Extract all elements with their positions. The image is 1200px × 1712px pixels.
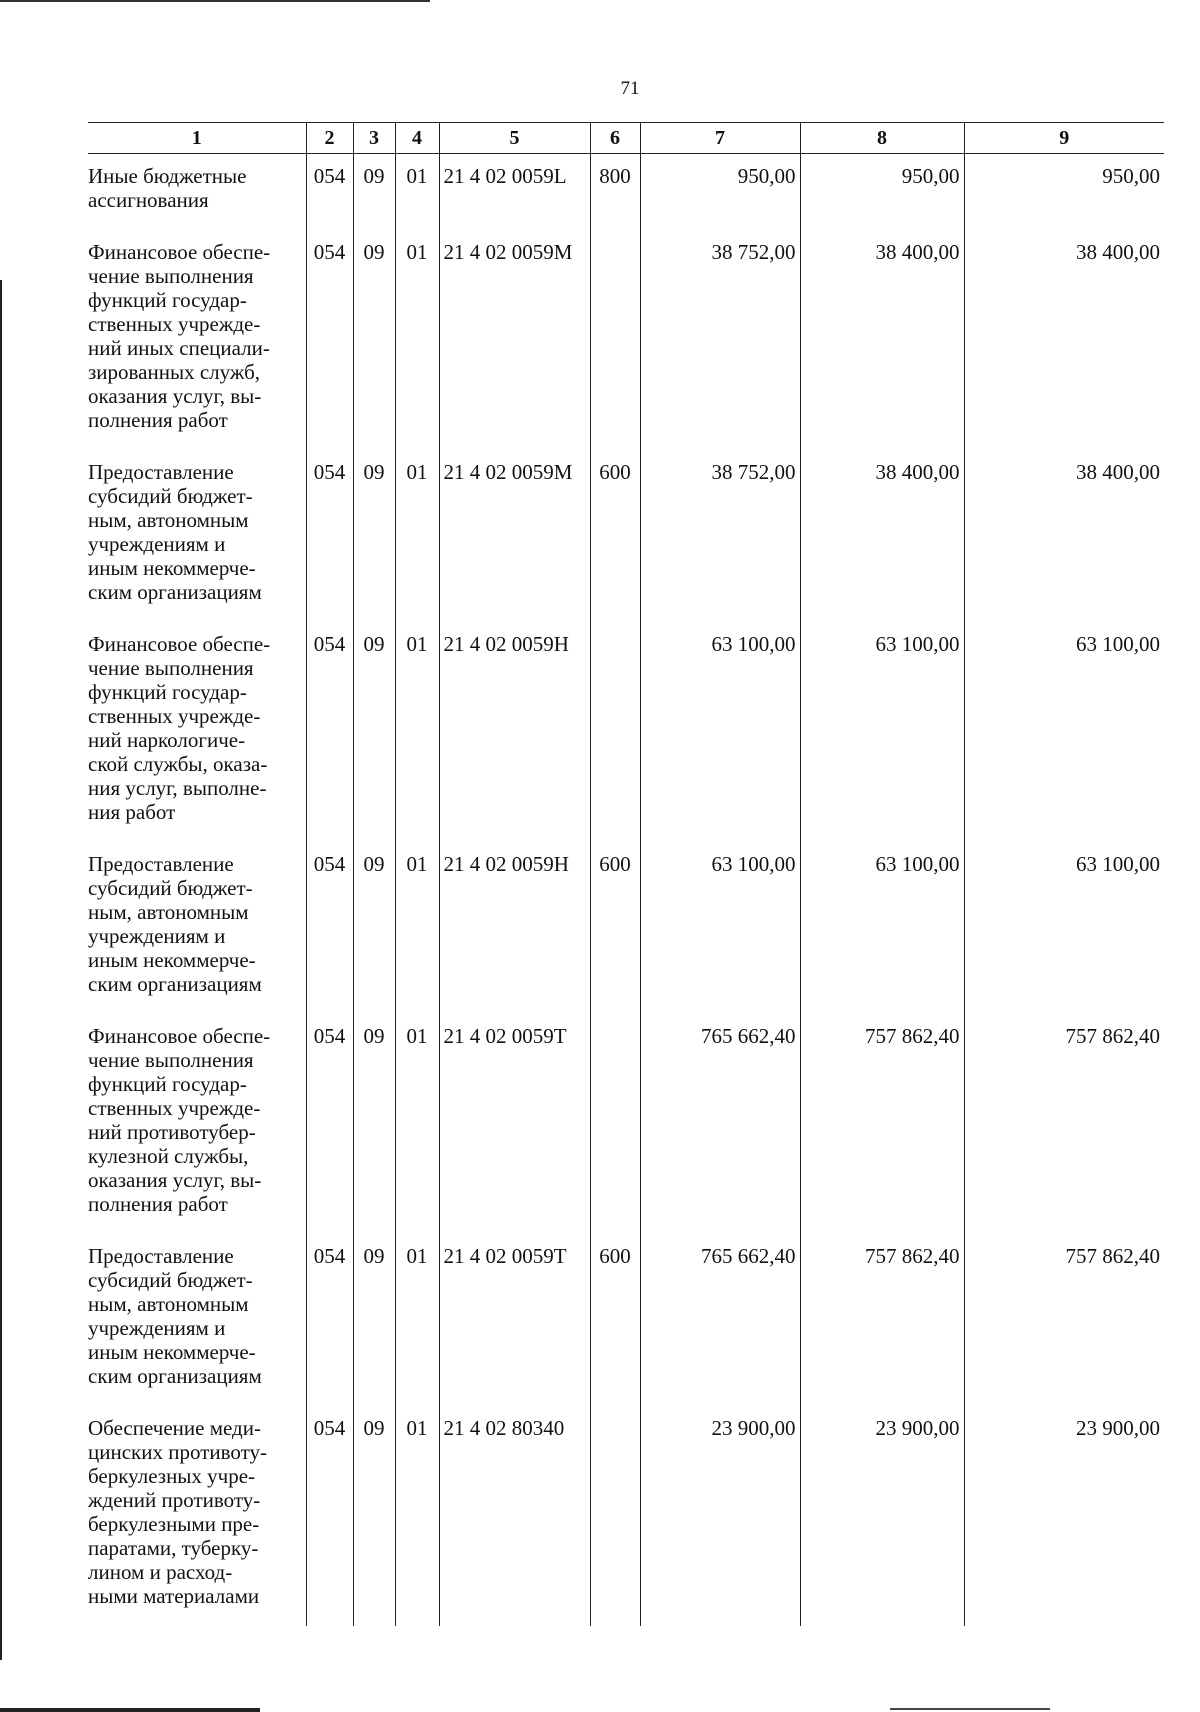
row-name-line: субсидий бюджет- [88, 484, 253, 508]
row-name-line: ским организациям [88, 1364, 262, 1388]
row-amount-col-9: 38 400,00 [964, 230, 1164, 450]
row-expense-type [590, 622, 640, 842]
row-name-line: Предоставление [88, 1244, 234, 1268]
row-amount-col-8: 23 900,00 [800, 1406, 964, 1626]
row-amount-col-9: 23 900,00 [964, 1406, 1164, 1626]
row-amount-col-8: 950,00 [800, 154, 964, 231]
row-subsection-code: 01 [395, 154, 439, 231]
row-name-line: зированных служб, [88, 360, 261, 384]
row-name-line: функций государ- [88, 288, 247, 312]
row-name [88, 1406, 306, 1626]
row-ministry-code: 054 [306, 622, 353, 842]
row-amount-col-9: 757 862,40 [964, 1234, 1164, 1406]
row-subsection-code: 01 [395, 842, 439, 1014]
row-name [88, 622, 306, 842]
row-amount-col-8: 757 862,40 [800, 1234, 964, 1406]
row-name-line: функций государ- [88, 1072, 247, 1096]
table-header-row [88, 123, 1164, 154]
row-amount-col-7: 23 900,00 [640, 1406, 800, 1626]
row-subsection-code: 01 [395, 230, 439, 450]
row-amount-col-7: 765 662,40 [640, 1014, 800, 1234]
table-body [88, 154, 1164, 1627]
scan-artifact-bottom-left [0, 1708, 260, 1712]
row-section-code: 09 [353, 154, 395, 231]
row-name-line: ским организациям [88, 972, 262, 996]
row-amount-col-9: 63 100,00 [964, 622, 1164, 842]
row-expense-type [590, 230, 640, 450]
table-row [88, 1406, 1164, 1626]
row-name-line: беркулезными пре- [88, 1512, 260, 1536]
scan-artifact-left-edge [0, 280, 2, 1660]
table-row [88, 842, 1164, 1014]
row-name-line: ным, автономным [88, 1292, 249, 1316]
row-target-article: 21 4 02 0059H [439, 622, 590, 842]
row-name-line: ным, автономным [88, 900, 249, 924]
row-name-line: ждений противоту- [88, 1488, 261, 1512]
header-col-3: 3 [353, 123, 395, 154]
row-name-line: ния работ [88, 800, 176, 824]
row-name-line: иным некоммерче- [88, 948, 256, 972]
row-section-code: 09 [353, 450, 395, 622]
row-subsection-code: 01 [395, 1234, 439, 1406]
row-name-line: полнения работ [88, 408, 228, 432]
row-name-line: Предоставление [88, 852, 234, 876]
row-amount-col-9: 63 100,00 [964, 842, 1164, 1014]
row-target-article: 21 4 02 0059L [439, 154, 590, 231]
row-name-line: Предоставление [88, 460, 234, 484]
page-number: 71 [620, 78, 640, 99]
row-name-line: учреждениям и [88, 1316, 226, 1340]
row-amount-col-7: 765 662,40 [640, 1234, 800, 1406]
row-name-line: ния услуг, выполне- [88, 776, 267, 800]
row-name [88, 842, 306, 1014]
row-section-code: 09 [353, 842, 395, 1014]
header-col-4: 4 [395, 123, 439, 154]
row-expense-type [590, 1014, 640, 1234]
row-expense-type [590, 1406, 640, 1626]
row-name-line: кулезной службы, [88, 1144, 249, 1168]
row-name-line: ственных учрежде- [88, 312, 261, 336]
row-name-line: иным некоммерче- [88, 1340, 256, 1364]
row-name-line: ственных учрежде- [88, 704, 261, 728]
row-name-line: оказания услуг, вы- [88, 384, 262, 408]
row-name-line: ассигнования [88, 188, 209, 212]
row-subsection-code: 01 [395, 622, 439, 842]
row-subsection-code: 01 [395, 1014, 439, 1234]
row-target-article: 21 4 02 0059T [439, 1014, 590, 1234]
row-amount-col-7: 950,00 [640, 154, 800, 231]
row-name-line: субсидий бюджет- [88, 1268, 253, 1292]
row-name-line: Финансовое обеспе- [88, 1024, 271, 1048]
row-name-line: чение выполнения [88, 1048, 254, 1072]
row-name-line: ний иных специали- [88, 336, 270, 360]
scan-artifact-bottom-right [890, 1708, 1050, 1710]
header-col-2: 2 [306, 123, 353, 154]
row-amount-col-8: 63 100,00 [800, 842, 964, 1014]
row-name-line: учреждениям и [88, 532, 226, 556]
row-section-code: 09 [353, 622, 395, 842]
row-ministry-code: 054 [306, 1014, 353, 1234]
row-section-code: 09 [353, 1014, 395, 1234]
table-row [88, 230, 1164, 450]
row-subsection-code: 01 [395, 1406, 439, 1626]
row-name-line: функций государ- [88, 680, 247, 704]
row-amount-col-8: 63 100,00 [800, 622, 964, 842]
row-amount-col-8: 38 400,00 [800, 450, 964, 622]
row-name [88, 154, 306, 231]
header-col-8: 8 [800, 123, 964, 154]
row-target-article: 21 4 02 0059M [439, 230, 590, 450]
row-name-line: чение выполнения [88, 264, 254, 288]
row-name-line: паратами, туберку- [88, 1536, 259, 1560]
row-ministry-code: 054 [306, 450, 353, 622]
table-row [88, 622, 1164, 842]
row-name [88, 1234, 306, 1406]
table-row [88, 1234, 1164, 1406]
row-amount-col-8: 757 862,40 [800, 1014, 964, 1234]
row-name-line: ственных учрежде- [88, 1096, 261, 1120]
scan-artifact-top [0, 0, 430, 2]
row-name-line: ской службы, оказа- [88, 752, 268, 776]
row-name [88, 450, 306, 622]
budget-table [88, 122, 1164, 1626]
row-amount-col-7: 38 752,00 [640, 450, 800, 622]
row-name-line: иным некоммерче- [88, 556, 256, 580]
table-row [88, 450, 1164, 622]
row-name-line: ным, автономным [88, 508, 249, 532]
header-col-7: 7 [640, 123, 800, 154]
table-row [88, 1014, 1164, 1234]
row-amount-col-8: 38 400,00 [800, 230, 964, 450]
row-section-code: 09 [353, 230, 395, 450]
row-name-line: Финансовое обеспе- [88, 632, 271, 656]
row-amount-col-9: 757 862,40 [964, 1014, 1164, 1234]
table-row [88, 154, 1164, 231]
row-target-article: 21 4 02 0059H [439, 842, 590, 1014]
row-section-code: 09 [353, 1234, 395, 1406]
row-name-line: Иные бюджетные [88, 164, 247, 188]
row-ministry-code: 054 [306, 230, 353, 450]
row-amount-col-7: 63 100,00 [640, 842, 800, 1014]
row-expense-type: 600 [590, 450, 640, 622]
row-name-line: Обеспечение меди- [88, 1416, 261, 1440]
row-expense-type: 600 [590, 842, 640, 1014]
row-name-line: ными материалами [88, 1584, 260, 1608]
row-amount-col-9: 38 400,00 [964, 450, 1164, 622]
row-target-article: 21 4 02 0059M [439, 450, 590, 622]
row-name-line: учреждениям и [88, 924, 226, 948]
row-name-line: полнения работ [88, 1192, 228, 1216]
row-expense-type: 600 [590, 1234, 640, 1406]
row-amount-col-9: 950,00 [964, 154, 1164, 231]
row-name-line: ний наркологиче- [88, 728, 246, 752]
row-name-line: оказания услуг, вы- [88, 1168, 262, 1192]
row-expense-type: 800 [590, 154, 640, 231]
row-target-article: 21 4 02 80340 [439, 1406, 590, 1626]
row-name-line: цинских противоту- [88, 1440, 267, 1464]
header-col-5: 5 [439, 123, 590, 154]
row-name [88, 230, 306, 450]
row-ministry-code: 054 [306, 154, 353, 231]
row-section-code: 09 [353, 1406, 395, 1626]
row-ministry-code: 054 [306, 842, 353, 1014]
row-name-line: ским организациям [88, 580, 262, 604]
row-ministry-code: 054 [306, 1234, 353, 1406]
row-name-line: Финансовое обеспе- [88, 240, 271, 264]
row-name-line: субсидий бюджет- [88, 876, 253, 900]
row-amount-col-7: 38 752,00 [640, 230, 800, 450]
row-name-line: ний противотубер- [88, 1120, 256, 1144]
header-col-1: 1 [88, 123, 306, 154]
header-col-6: 6 [590, 123, 640, 154]
row-name [88, 1014, 306, 1234]
row-amount-col-7: 63 100,00 [640, 622, 800, 842]
row-target-article: 21 4 02 0059T [439, 1234, 590, 1406]
row-name-line: беркулезных учре- [88, 1464, 256, 1488]
row-name-line: лином и расход- [88, 1560, 233, 1584]
row-name-line: чение выполнения [88, 656, 254, 680]
row-ministry-code: 054 [306, 1406, 353, 1626]
row-subsection-code: 01 [395, 450, 439, 622]
header-col-9: 9 [964, 123, 1164, 154]
